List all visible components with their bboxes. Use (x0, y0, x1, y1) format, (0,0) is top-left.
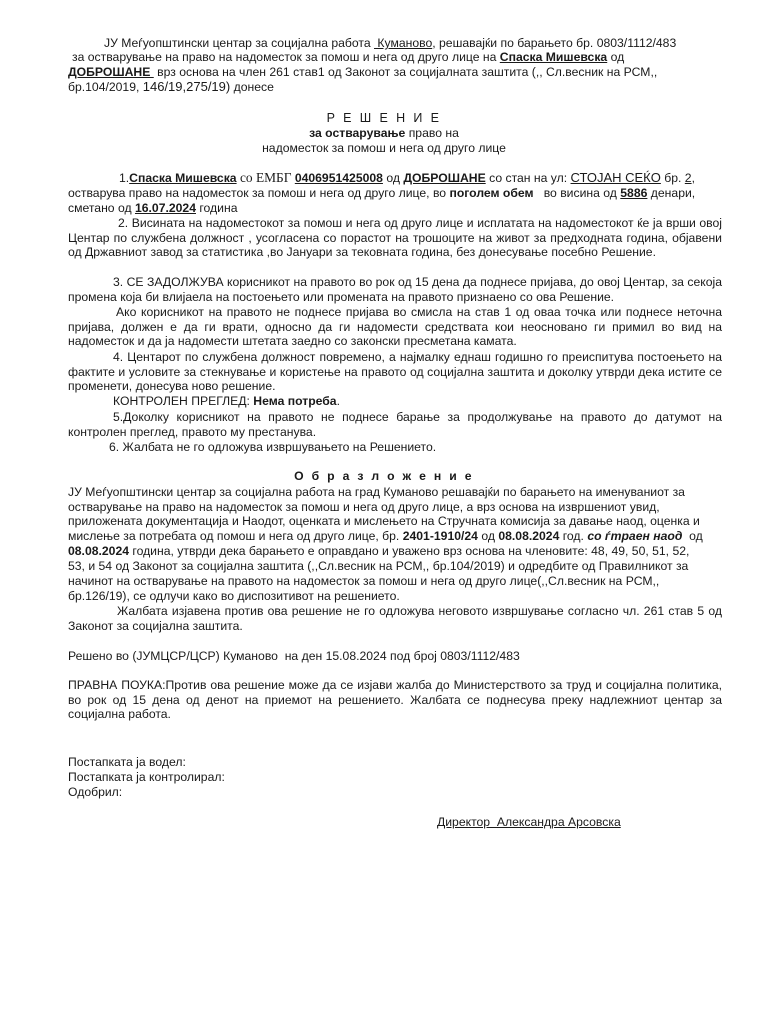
point-6-paragraph: 6. Жалбата не го одложува извршувањето на Решението. (109, 440, 437, 454)
point-3-paragraph: 3. СЕ ЗАДОЛЖУВА корисникот на правото во рок од 15 дена да поднесе пријава, до овој Центар, за секоја промена која би влијаела на постоењето или промената на правото признаено со ова Решение. (68, 275, 722, 304)
point-1-line-1 (119, 171, 695, 186)
law-amendments: 146/19,275/19) (142, 79, 231, 94)
decision-subtitle-1 (0, 126, 768, 141)
institution-text: ЈУ Меѓуопштински центар за социјална работа (104, 36, 375, 50)
point-2-paragraph: 2. Висината на надоместокот за помош и нега од друго лице и исплатата на надоместокот ќе ја врши овој Центар по службена должност , усогласена со порастот на трошоците на живот за предходната година, објавени од Државниот завод за статистика ,во Јануари за тековната година, без донесување посебно Решение. (68, 216, 722, 260)
subtitle-bold: за остварување (309, 126, 406, 140)
request-number-text: , решавајќи по барањето бр. 0803/1112/483 (432, 36, 677, 50)
reasoning-line-4 (68, 529, 703, 544)
text: бр. (660, 171, 685, 185)
text: мислење за потребата од помош и нега од друго лице, бр. (68, 529, 403, 543)
control-review (113, 394, 340, 409)
text: од (477, 529, 499, 543)
reasoning-title: О б р а з л о ж е н и е (294, 469, 474, 483)
benefit-amount: 5886 (620, 186, 648, 200)
text: година, утврди дека барањето е оправдано и уважено врз основа на членовите: 48, 49, 50, 51, 52, (129, 544, 690, 558)
text: . (336, 394, 340, 408)
reasoning-line-7: начинот на остварување на правото на надоместок за помош и нега од друго лице(,,Сл.весник на РСМ,, (68, 574, 660, 588)
control-review-label: КОНТРОЛЕН ПРЕГЛЕД: (113, 394, 254, 408)
procedure-approved-by: Одобрил: (68, 785, 123, 799)
intro-line-2 (72, 50, 624, 65)
point-1-line-3 (68, 201, 238, 216)
text: од (382, 171, 404, 185)
decision-subtitle-2: надоместок за помош и нега од друго лице (262, 141, 506, 155)
city-name: Куманово (374, 36, 433, 50)
director-signature-line: Директор Александра Арсовска (437, 815, 621, 829)
text: сметано од (68, 201, 135, 215)
intro-text: од (607, 50, 625, 64)
reasoning-line-8: бр.126/19), се одлучи како во диспозитивот на решението. (68, 589, 400, 603)
house-number: 2 (684, 171, 692, 185)
embg-number: 0406951425008 (294, 171, 383, 185)
text: остварува право на надоместок за помош и нега од друго лице, во (68, 186, 450, 200)
reasoning-line-3: приложената документација и Наодот, оценката и мислењето на Стручната комисија за давање наод, оценка и (68, 514, 700, 528)
intro-text: бр.104/2019, (68, 80, 143, 94)
point-1-line-2 (68, 186, 695, 201)
start-date: 16.07.2024 (134, 201, 196, 215)
village-name: ДОБРОШАНЕ (403, 171, 486, 185)
point-5-paragraph: 5.Доколку корисникот на правото не поднесе барање за продолжување на правото до датумот на контролен преглед, правото му престанува. (68, 410, 722, 439)
reasoning-appeal-paragraph: Жалбата изјавена против ова решение не го одложува неговото извршување согласно чл. 261 став 5 од Законот за социјална заштита. (68, 604, 722, 633)
commission-finding-number: 2401-1910/24 (402, 529, 478, 543)
point-3-paragraph-2: Ако корисникот на правото не поднесе пријава во смисла на став 1 од оваа точка или поднесе неточна пријава, должен е да ги врати, односно да ги надомести средствата кои неосновано ги примил во вид на надоместок и да ја надомести штетата заедно со законски пресметана камата. (68, 305, 722, 349)
village-name: ДОБРОШАНЕ (68, 65, 154, 79)
procedure-led-by: Постапката ја водел: (68, 755, 186, 769)
intro-text: врз основа на член 261 став1 од Законот за социјалната заштита (,, Сл.весник на РСМ,, (153, 65, 658, 79)
intro-line-3 (68, 65, 657, 80)
control-review-value: Нема потреба (253, 394, 337, 408)
intro-line-4 (68, 80, 274, 95)
finding-date: 08.08.2024 (68, 544, 129, 558)
street-name: СТОЈАН СЕЌО (570, 170, 661, 185)
text: , (691, 171, 695, 185)
legal-instruction: ПРАВНА ПОУКА:Против ова решение може да се изјави жалба до Министерството за труд и социјална политика, во рок од 15 дена од денот на приемот на решението. Жалбата се поднесува преку надлежниот центар за социјална работа. (68, 678, 722, 722)
embg-label: ЕМБГ (255, 170, 295, 185)
text: во висина од (533, 186, 621, 200)
text: денари, (647, 186, 696, 200)
scope-level: поголем обем (449, 186, 534, 200)
point-number: 1. (119, 171, 130, 185)
text: год. (559, 529, 588, 543)
beneficiary-name: Спаска Мишевска (129, 171, 237, 185)
subtitle-text: право на (405, 126, 459, 140)
reasoning-line-5 (68, 544, 689, 559)
intro-text: донесе (230, 80, 274, 94)
intro-line-1 (104, 36, 676, 51)
procedure-controlled-by: Постапката ја контролирал: (68, 770, 225, 784)
text: година (195, 201, 238, 215)
intro-text: за остварување на право на надоместок за помош и нега од друго лице на (72, 50, 500, 64)
decided-line: Решено во (ЈУМЦСР/ЦСР) Куманово на ден 15.08.2024 под број 0803/1112/483 (68, 649, 520, 663)
decision-title: Р Е Ш Е Н И Е (326, 111, 442, 125)
permanent-finding-note: со ѓтраен наод (587, 529, 683, 543)
point-4-paragraph: 4. Центарот по службена должност повремено, а најмалку еднаш годишно го преиспитува постоењето на фактите и условите за стекнување и користење на правото од социјална заштита и доколку утврди дека истите се променети, донесува ново решение. (68, 350, 722, 394)
text: со стан на ул: (485, 171, 571, 185)
reasoning-line-2: остварување на право на надоместок за помош и нега од друго лице, а врз основа на извршениот увид, (68, 500, 660, 514)
reasoning-line-1: ЈУ Меѓуопштински центар за социјална работа на град Куманово решавајќи по барањето на именуваниот за (68, 485, 685, 499)
reasoning-line-6: 53, и 54 од Законот за социјална заштита (,,Сл.весник на РСМ,, бр.104/2019) и одредбите од Правилникот за (68, 559, 689, 573)
beneficiary-name: Спаска Мишевска (499, 50, 608, 64)
text: од (682, 529, 703, 543)
finding-date: 08.08.2024 (498, 529, 560, 543)
text: со (236, 170, 256, 185)
